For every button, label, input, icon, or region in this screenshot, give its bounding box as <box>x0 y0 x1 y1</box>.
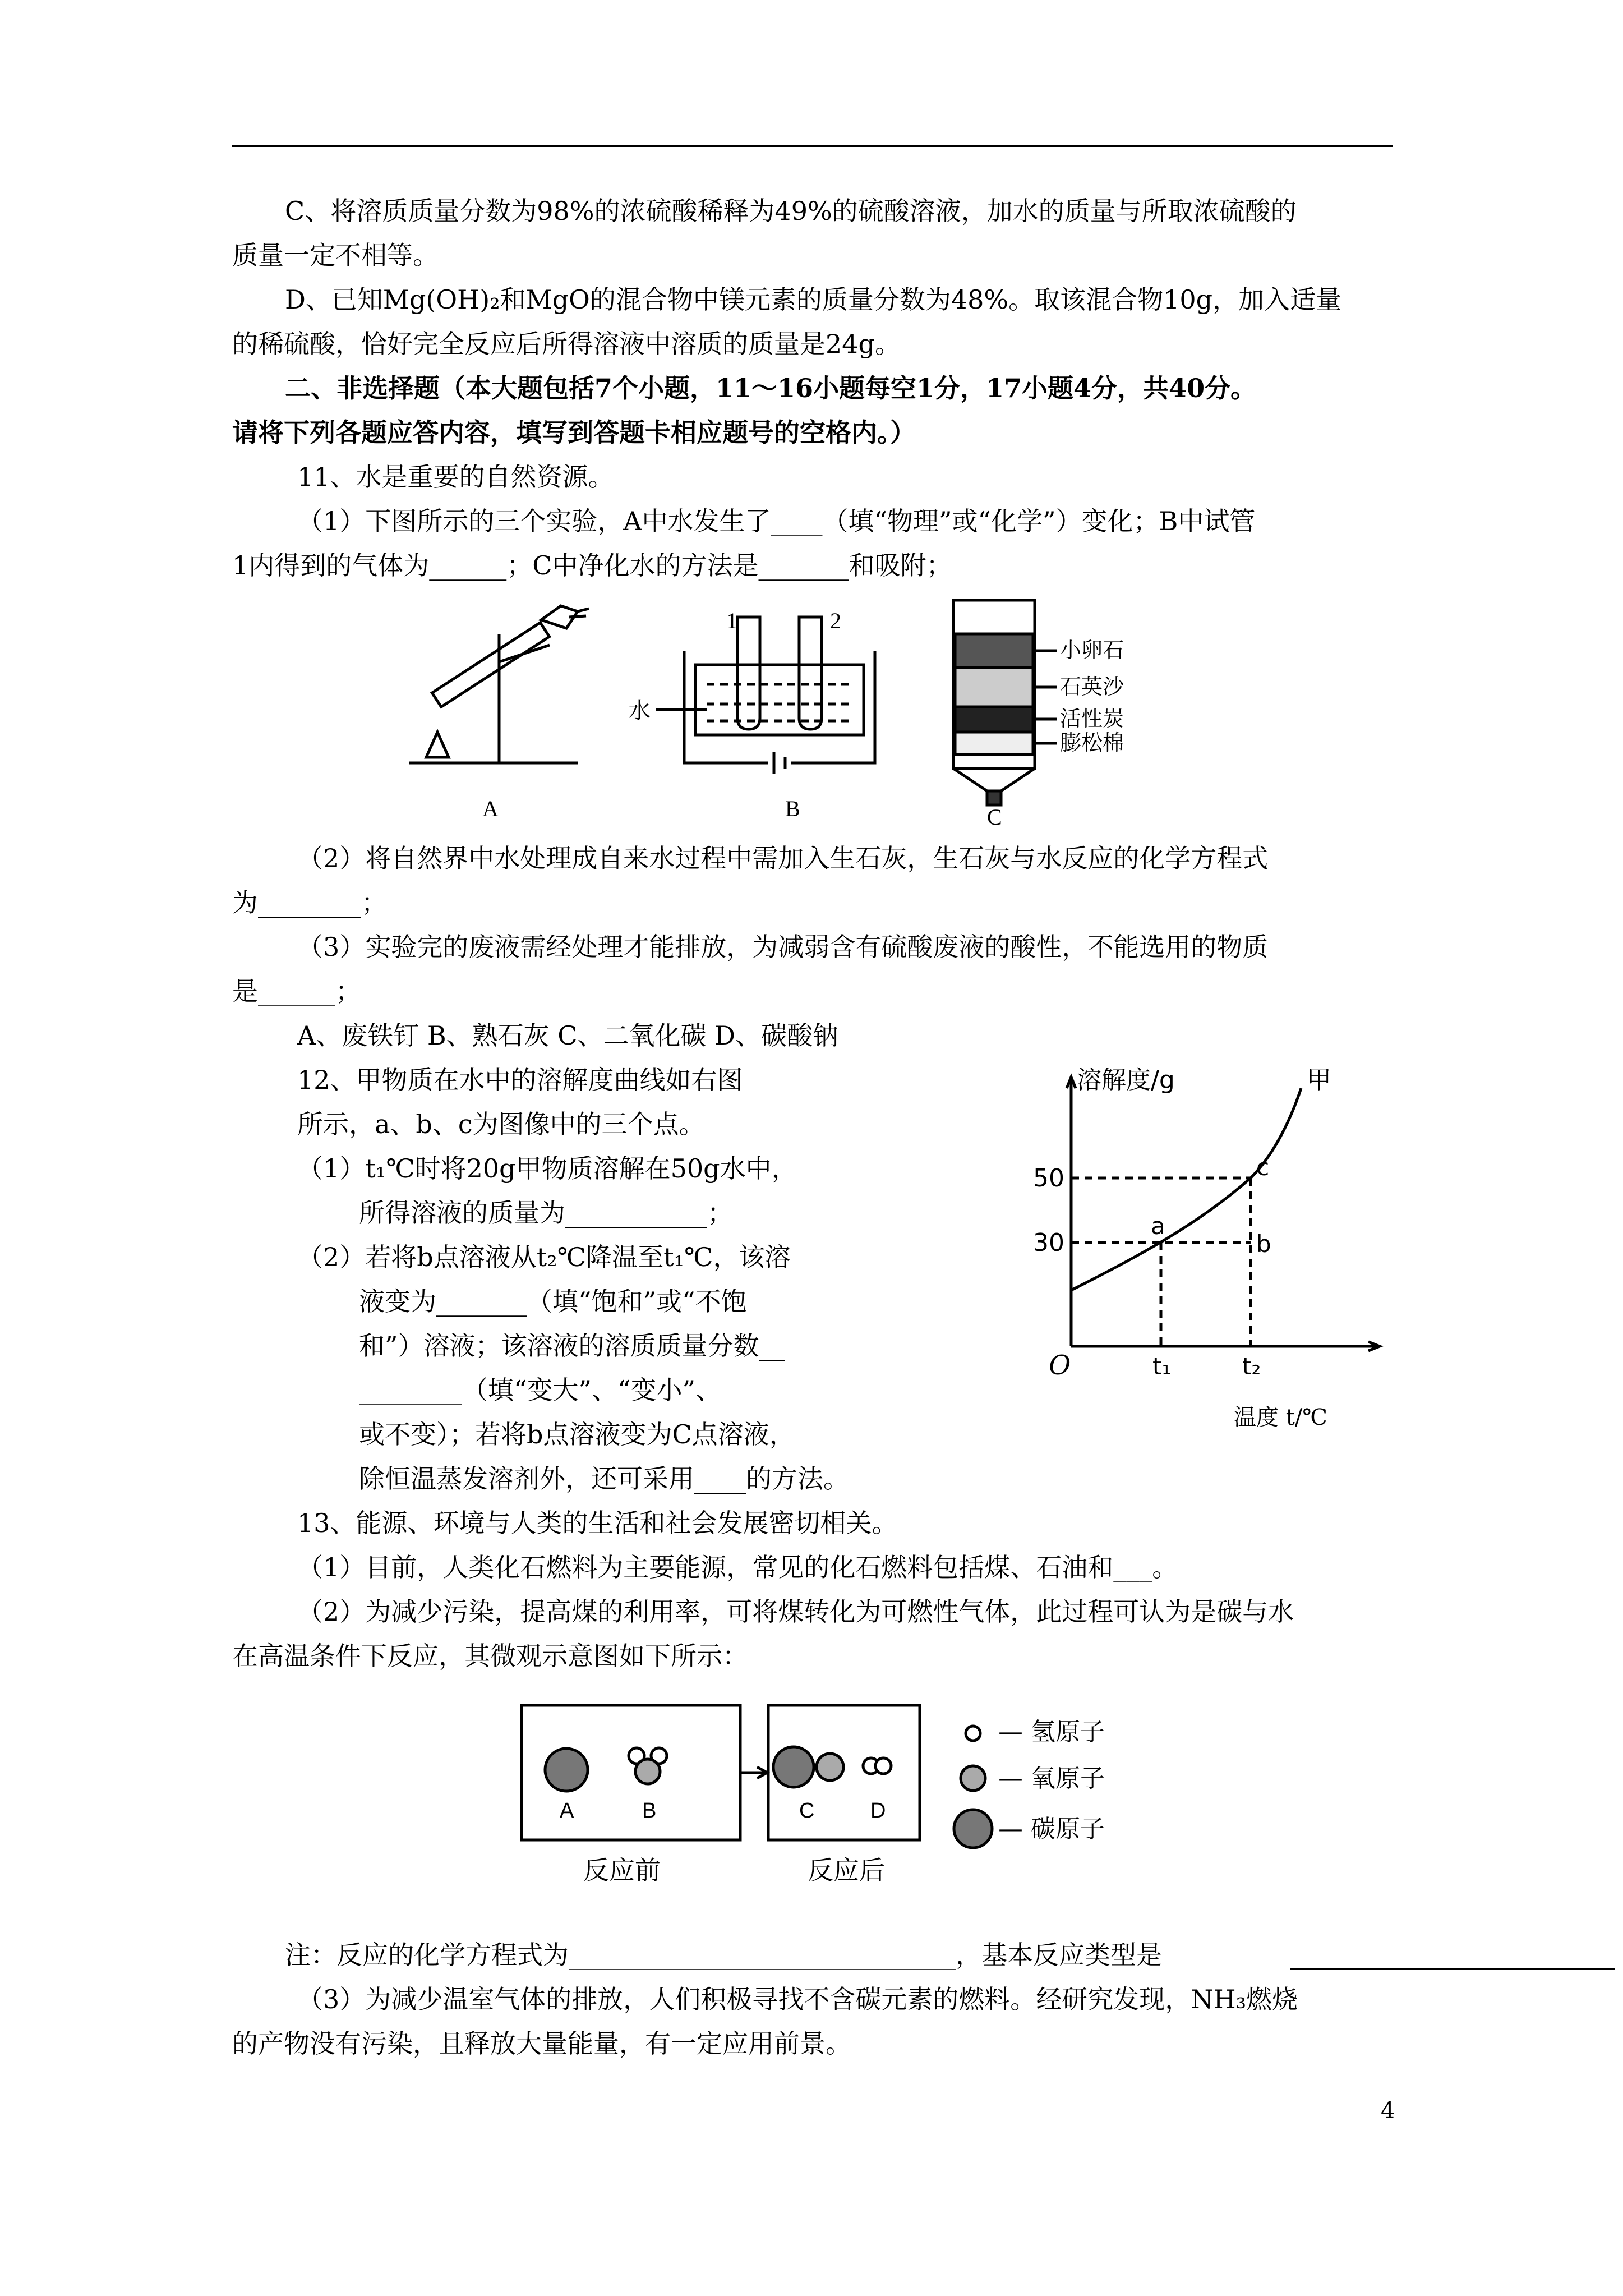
tick-t2: t₂ <box>1242 1352 1261 1380</box>
layer-carbon: 活性炭 <box>1060 707 1124 731</box>
tick-t1: t₁ <box>1152 1352 1172 1380</box>
legend-carbon: — 碳原子 <box>998 1815 1105 1843</box>
option-d-line1: D、已知Mg(OH)₂和MgO的混合物中镁元素的质量分数为48%。取该混合物10g，加入适量 <box>285 284 1342 315</box>
label-b: B <box>785 796 800 821</box>
q12-part2-line6: 除恒温蒸发溶剂外，还可采用____的方法。 <box>359 1464 849 1494</box>
q12-part2-line5: 或不变）；若将b点溶液变为C点溶液， <box>359 1419 795 1450</box>
curve-label: 甲 <box>1307 1066 1331 1094</box>
page-number: 4 <box>1381 2098 1395 2124</box>
experiment-c <box>953 600 1057 805</box>
label-c: C <box>987 804 1002 830</box>
q12-part2-line1: （2）若将b点溶液从t₂℃降温至t₁℃，该溶 <box>297 1242 791 1272</box>
layer-pebbles: 小卵石 <box>1060 639 1124 662</box>
q12-part2-line3: 和”）溶液；该溶液的溶质质量分数__ <box>359 1331 785 1361</box>
molecule-d-label: D <box>870 1799 886 1823</box>
carbon-atom-a <box>545 1749 588 1791</box>
q12-part2-line4: ________（填“变大”、“变小”、 <box>359 1375 722 1405</box>
q13-part1: （1）目前，人类化石燃料为主要能源，常见的化石燃料包括煤、石油和___。 <box>297 1552 1178 1582</box>
solubility-curve <box>1071 1088 1301 1290</box>
option-d-line2: 的稀硫酸，恰好完全反应后所得溶液中溶质的质量是24g。 <box>232 329 901 359</box>
layer-cotton: 膨松棉 <box>1060 731 1124 755</box>
q13-stem: 13、能源、环境与人类的生活和社会发展密切相关。 <box>297 1508 898 1538</box>
tick-50: 50 <box>1033 1164 1064 1193</box>
header-rule <box>232 145 1393 147</box>
legend-oxygen-icon <box>961 1766 985 1791</box>
q11-part2-line1: （2）将自然界中水处理成自来水过程中需加入生石灰，生石灰与水反应的化学方程式 <box>297 843 1269 873</box>
q13-note-line: 注：反应的化学方程式为______________________________，基本反应类型是 <box>285 1940 1162 1970</box>
q11-stem: 11、水是重要的自然资源。 <box>297 462 614 492</box>
tube1-label: 1 <box>726 608 737 633</box>
carbon-atom-c <box>773 1747 814 1787</box>
q12-part2-line2: 液变为_______（填“饱和”或“不饱 <box>359 1286 747 1317</box>
after-label: 反应后 <box>808 1855 885 1885</box>
q11-part1-line2: 1内得到的气体为______；C中净化水的方法是_______和吸附； <box>232 550 952 581</box>
origin-label: O <box>1049 1350 1071 1381</box>
reaction-diagram <box>516 1700 1155 1890</box>
molecule-a-label: A <box>560 1799 574 1823</box>
q12-stem-line2: 所示，a、b、c为图像中的三个点。 <box>297 1109 705 1139</box>
tube2-label: 2 <box>830 608 841 633</box>
answer-blank-reaction-type[interactable] <box>1290 1942 1615 1970</box>
point-c: c <box>1256 1153 1270 1181</box>
tick-30: 30 <box>1033 1228 1064 1257</box>
oxygen-atom-b <box>635 1759 660 1784</box>
layer-sand: 石英沙 <box>1060 675 1124 699</box>
q13-part2-line1: （2）为减少污染，提高煤的利用率，可将煤转化为可燃性气体，此过程可认为是碳与水 <box>297 1596 1294 1627</box>
solubility-chart <box>1032 1055 1391 1447</box>
legend-carbon-icon <box>954 1810 992 1848</box>
chart-ylabel: 溶解度/g <box>1077 1066 1175 1094</box>
q12-part1-line1: （1）t₁℃时将20g甲物质溶解在50g水中， <box>297 1153 797 1184</box>
molecule-c-label: C <box>799 1799 815 1823</box>
q11-part2-line2: 为________； <box>232 887 387 918</box>
q11-part3-line1: （3）实验完的废液需经处理才能排放，为减弱含有硫酸废液的酸性，不能选用的物质 <box>297 932 1269 962</box>
legend-oxygen: — 氧原子 <box>998 1764 1105 1793</box>
experiment-b <box>656 617 875 774</box>
section2-heading-line2: 请将下列各题应答内容，填写到答题卡相应题号的空格内。） <box>232 417 916 448</box>
oxygen-atom-c <box>817 1754 843 1780</box>
molecule-b-label: B <box>642 1799 657 1823</box>
q12-stem-line1: 12、甲物质在水中的溶解度曲线如右图 <box>297 1065 743 1095</box>
q11-part3-options: A、废铁钉 B、熟石灰 C、二氧化碳 D、碳酸钠 <box>297 1020 838 1051</box>
chart-xlabel: 温度 t/℃ <box>1234 1405 1328 1430</box>
q12-part1-line2: 所得溶液的质量为___________； <box>359 1198 733 1228</box>
legend-hydrogen-icon <box>966 1726 980 1741</box>
option-c-line2: 质量一定不相等。 <box>232 240 439 270</box>
section2-heading-line1: 二、非选择题（本大题包括7个小题，11～16小题每空1分，17小题4分，共40分。 <box>285 373 1257 403</box>
q13-part3-line2: 的产物没有污染，且释放大量能量，有一定应用前景。 <box>232 2028 851 2059</box>
option-c-line1: C、将溶质质量分数为98%的浓硫酸稀释为49%的硫酸溶液，加水的质量与所取浓硫酸的 <box>285 196 1297 226</box>
before-label: 反应前 <box>583 1855 661 1885</box>
point-a: a <box>1151 1212 1165 1240</box>
water-label: 水 <box>628 698 651 723</box>
q13-part3-line1: （3）为减少温室气体的排放，人们积极寻找不含碳元素的燃料。经研究发现，NH₃燃烧 <box>297 1984 1298 2014</box>
label-a: A <box>482 796 499 821</box>
q11-figure <box>393 595 1178 830</box>
experiment-a <box>409 606 589 763</box>
hydrogen-atom-d2 <box>875 1758 891 1774</box>
q13-part2-line2: 在高温条件下反应，其微观示意图如下所示： <box>232 1641 748 1671</box>
q11-part3-line2: 是______； <box>232 976 361 1006</box>
q11-part1-line1: （1）下图所示的三个实验，A中水发生了____（填“物理”或“化学”）变化；B中试管 <box>297 506 1256 536</box>
legend-hydrogen: — 氢原子 <box>998 1718 1105 1746</box>
point-b: b <box>1256 1230 1271 1258</box>
